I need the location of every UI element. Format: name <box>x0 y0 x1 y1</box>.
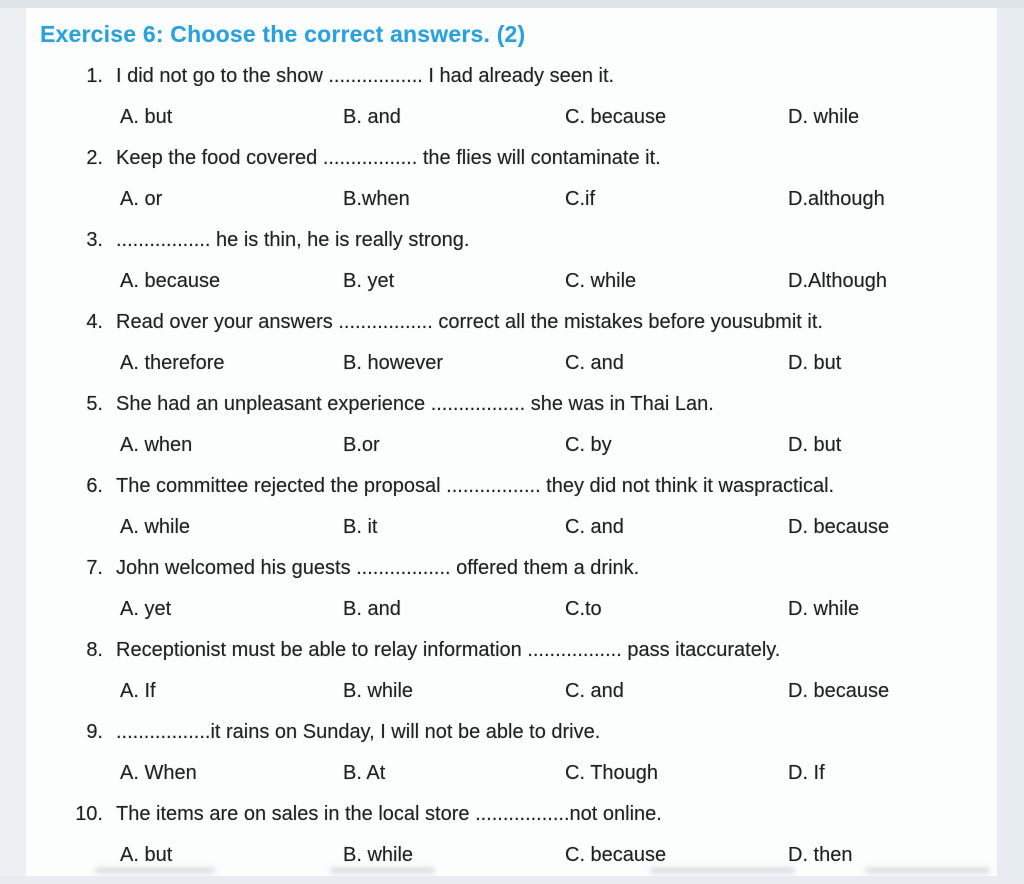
document-page <box>26 8 997 876</box>
question-text: She had an unpleasant experience ................. she was in Thai Lan. <box>116 393 714 415</box>
question-line <box>26 556 997 580</box>
option-b: B. it <box>343 516 378 538</box>
option-a: A. but <box>120 106 173 128</box>
question-list <box>26 64 997 884</box>
options-row <box>120 679 997 703</box>
option-b: B. however <box>343 352 444 374</box>
question-1 <box>26 64 997 146</box>
option-d: D.Although <box>788 270 887 292</box>
option-b: B. while <box>343 844 414 866</box>
option-a: A. or <box>120 188 163 210</box>
option-d: D.although <box>788 188 885 210</box>
options-row <box>120 761 997 785</box>
question-6 <box>26 474 997 556</box>
option-c: C. and <box>565 516 624 538</box>
question-line <box>26 228 997 252</box>
options-row <box>120 843 997 867</box>
option-c: C. because <box>565 106 667 128</box>
question-line <box>26 474 997 498</box>
question-number: 6. <box>86 475 103 497</box>
option-c: C.to <box>565 598 602 620</box>
option-c: C. Though <box>565 762 659 784</box>
question-2 <box>26 146 997 228</box>
question-number: 8. <box>86 639 103 661</box>
question-number: 10. <box>75 803 103 825</box>
question-text: The items are on sales in the local store .................not online. <box>116 803 662 825</box>
option-a: A. yet <box>120 598 172 620</box>
option-c: C. and <box>565 680 624 702</box>
option-a: A. but <box>120 844 173 866</box>
question-number: 4. <box>86 311 103 333</box>
question-line <box>26 638 997 662</box>
option-b: B. and <box>343 106 401 128</box>
option-c: C. while <box>565 270 637 292</box>
option-d: D. but <box>788 434 842 456</box>
question-4 <box>26 310 997 392</box>
question-text: Receptionist must be able to relay information ................. pass itaccurately. <box>116 639 781 661</box>
options-row <box>120 187 997 211</box>
question-number: 2. <box>86 147 103 169</box>
question-text: .................it rains on Sunday, I will not be able to drive. <box>116 721 601 743</box>
cutoff-next-line-artifact <box>95 867 215 874</box>
question-7 <box>26 556 997 638</box>
option-b: B.when <box>343 188 410 210</box>
cutoff-next-line-artifact <box>330 867 435 874</box>
question-9 <box>26 720 997 802</box>
question-number: 3. <box>86 229 103 251</box>
cutoff-next-line-artifact <box>865 867 990 874</box>
question-text: John welcomed his guests ................. offered them a drink. <box>116 557 640 579</box>
question-line <box>26 64 997 88</box>
question-number: 5. <box>86 393 103 415</box>
option-a: A. If <box>120 680 156 702</box>
option-c: C. because <box>565 844 667 866</box>
cutoff-next-line-artifact <box>650 867 795 874</box>
option-b: B. yet <box>343 270 395 292</box>
options-row <box>120 597 997 621</box>
option-a: A. when <box>120 434 193 456</box>
left-margin-strip <box>0 8 26 876</box>
question-text: Read over your answers ................. correct all the mistakes before yousubmit it. <box>116 311 823 333</box>
question-text: The committee rejected the proposal ................. they did not think it waspractical. <box>116 475 835 497</box>
question-text: I did not go to the show ................. I had already seen it. <box>116 65 615 87</box>
right-margin-strip <box>997 8 1024 876</box>
top-margin-strip <box>0 0 1024 8</box>
option-c: C. by <box>565 434 612 456</box>
question-text: Keep the food covered ................. the flies will contaminate it. <box>116 147 661 169</box>
options-row <box>120 105 997 129</box>
question-line <box>26 720 997 744</box>
option-b: B. At <box>343 762 386 784</box>
option-d: D. then <box>788 844 853 866</box>
option-d: D. If <box>788 762 825 784</box>
option-a: A. When <box>120 762 197 784</box>
option-b: B. and <box>343 598 401 620</box>
option-d: D. but <box>788 352 842 374</box>
option-d: D. because <box>788 516 890 538</box>
question-3 <box>26 228 997 310</box>
exercise-title: Exercise 6: Choose the correct answers. (2) <box>40 21 526 47</box>
options-row <box>120 351 997 375</box>
option-a: A. therefore <box>120 352 225 374</box>
option-a: A. because <box>120 270 221 292</box>
question-number: 7. <box>86 557 103 579</box>
question-line <box>26 310 997 334</box>
option-b: B. while <box>343 680 414 702</box>
options-row <box>120 515 997 539</box>
option-d: D. while <box>788 598 860 620</box>
question-5 <box>26 392 997 474</box>
question-line <box>26 802 997 826</box>
question-text: ................. he is thin, he is really strong. <box>116 229 470 251</box>
question-line <box>26 146 997 170</box>
question-8 <box>26 638 997 720</box>
option-b: B.or <box>343 434 380 456</box>
option-c: C. and <box>565 352 624 374</box>
option-d: D. while <box>788 106 860 128</box>
option-d: D. because <box>788 680 890 702</box>
options-row <box>120 269 997 293</box>
options-row <box>120 433 997 457</box>
question-number: 9. <box>86 721 103 743</box>
option-c: C.if <box>565 188 595 210</box>
question-line <box>26 392 997 416</box>
option-a: A. while <box>120 516 191 538</box>
question-number: 1. <box>86 65 103 87</box>
